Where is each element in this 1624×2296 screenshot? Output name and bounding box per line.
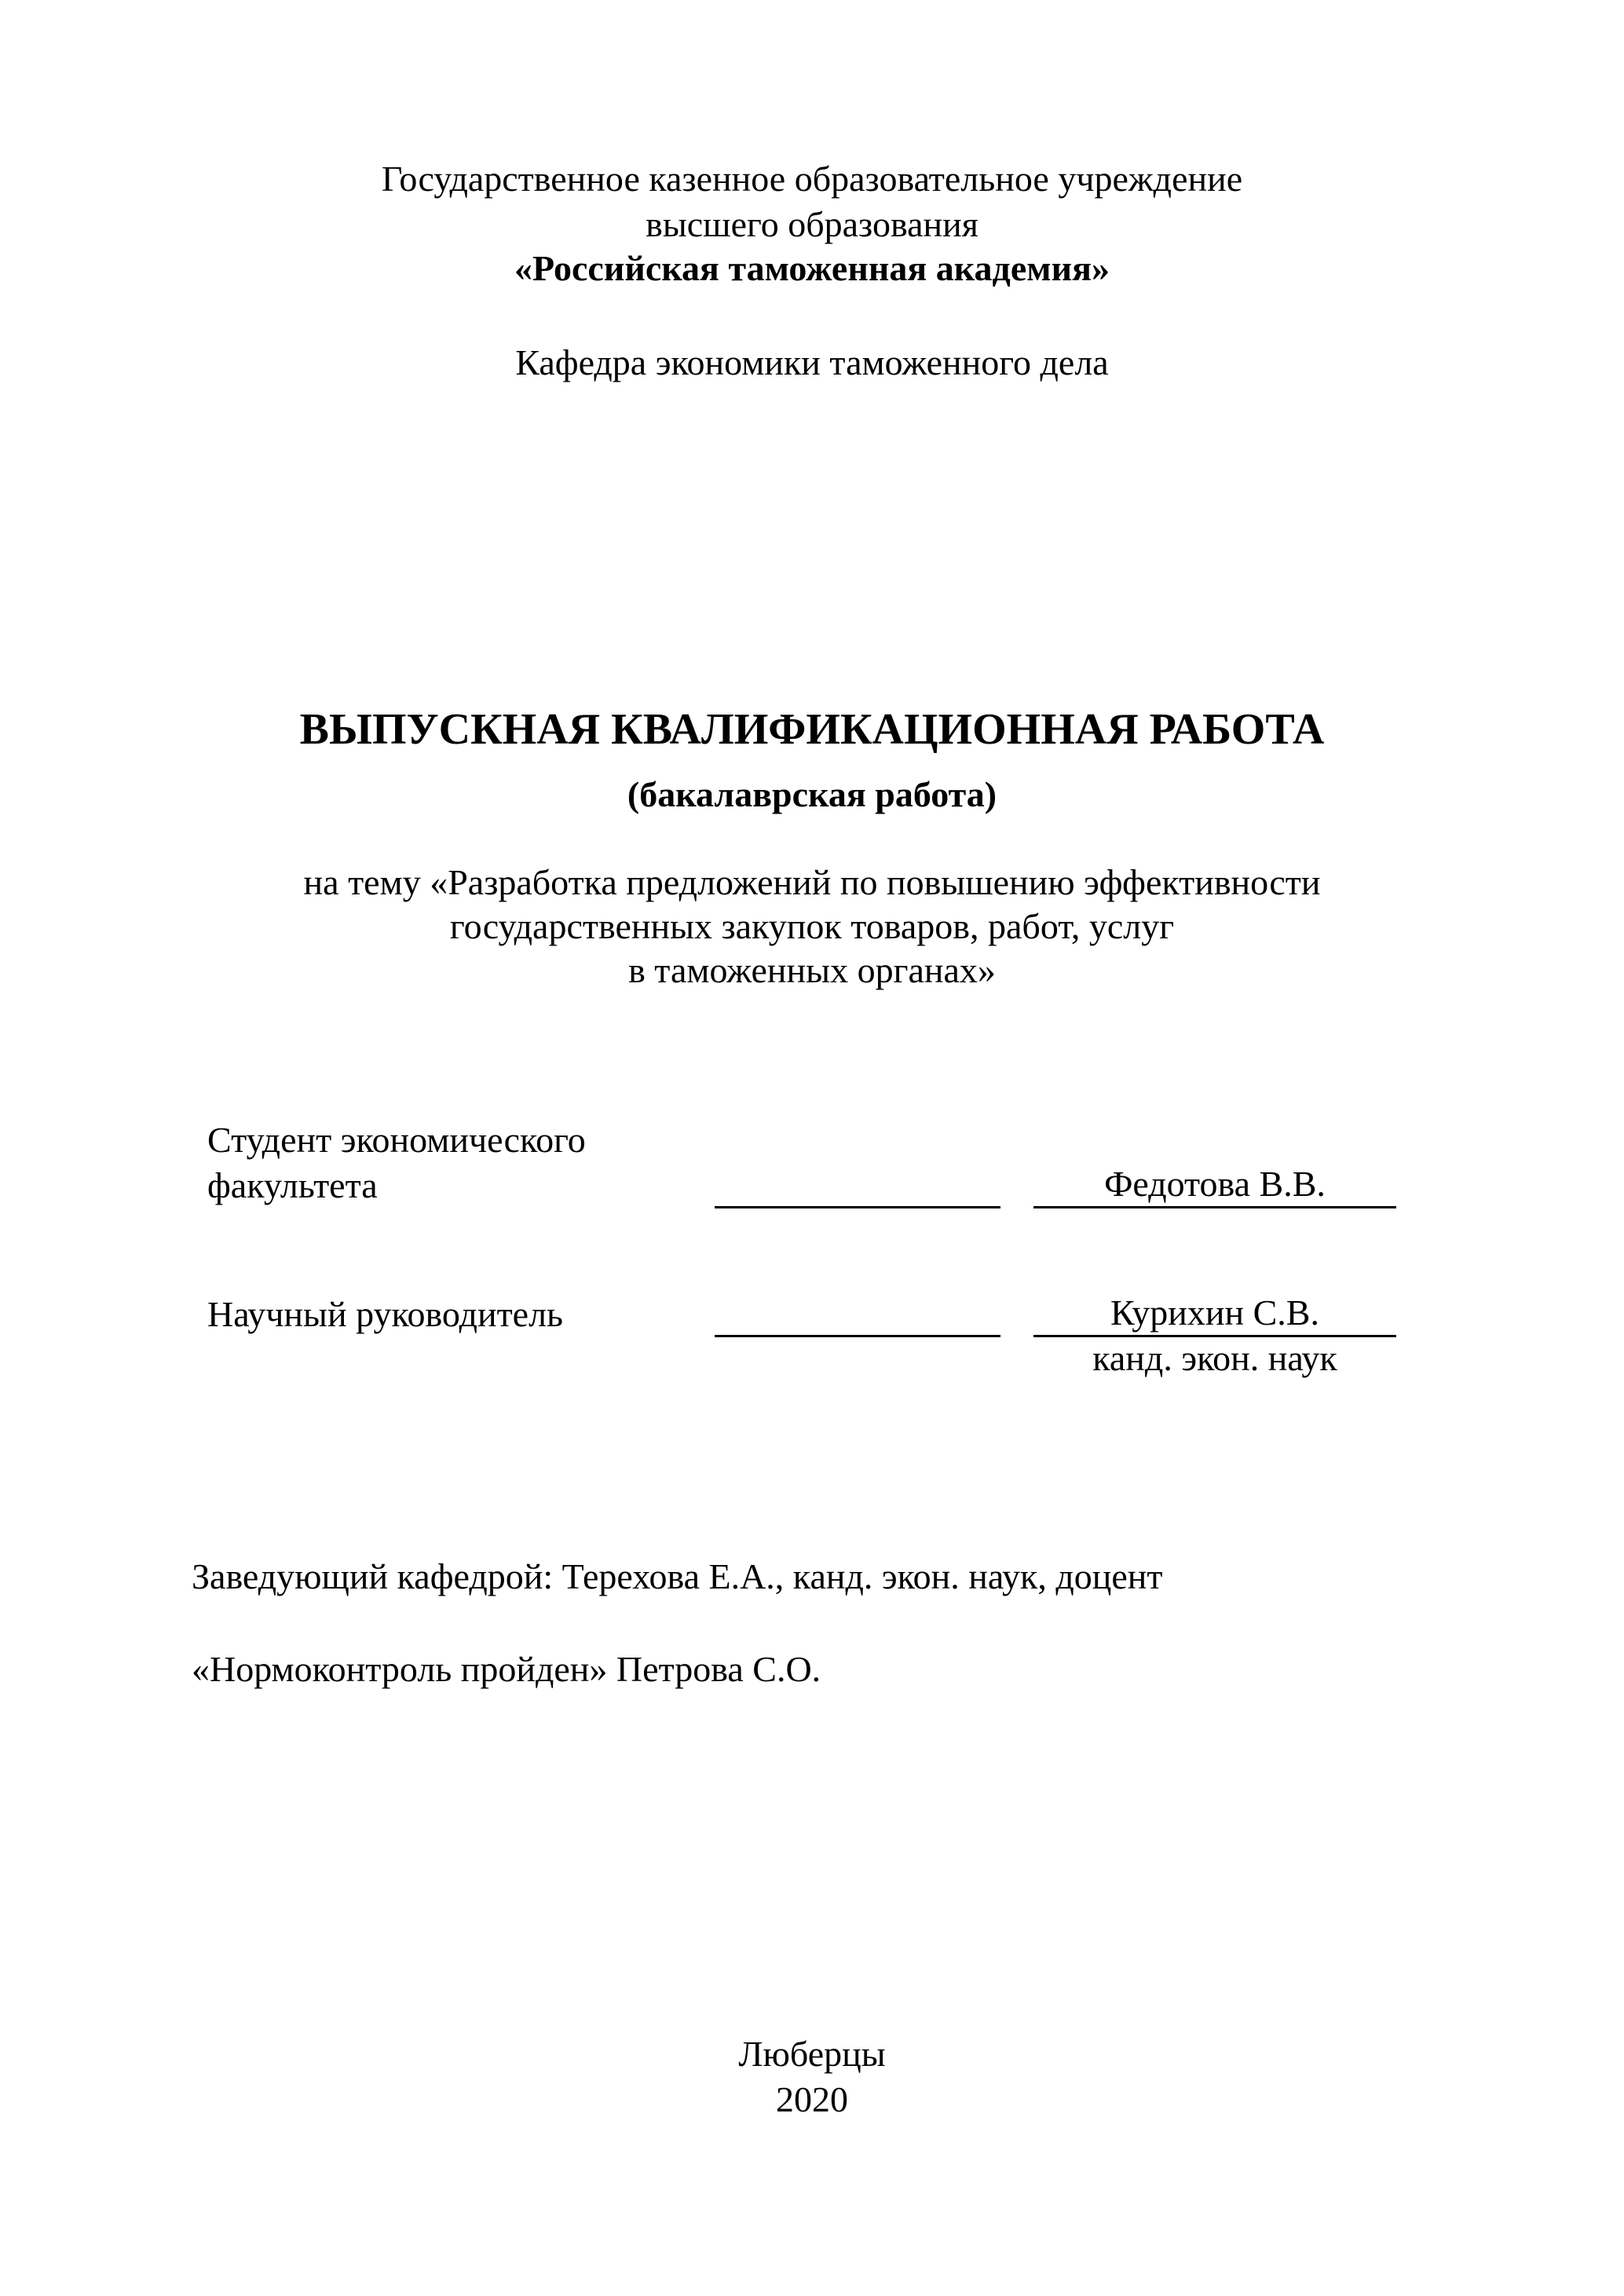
student-name: Федотова В.В.	[1104, 1164, 1326, 1204]
student-signature-line	[715, 1161, 1000, 1208]
advisor-degree: канд. экон. наук	[1092, 1338, 1337, 1378]
advisor-name: Курихин С.В.	[1110, 1292, 1319, 1333]
academy-name: «Российская таможенная академия»	[514, 248, 1110, 288]
department-name: Кафедра экономики таможенного дела	[515, 342, 1109, 382]
student-label-line-1: Студент экономического	[207, 1120, 586, 1160]
topic-line-1: на тему «Разработка предложений по повышению эффективности	[303, 862, 1321, 902]
student-label-line-2: факультета	[207, 1165, 378, 1205]
year: 2020	[776, 2079, 848, 2119]
institution-line-1: Государственное казенное образовательное учреждение	[381, 159, 1243, 199]
head-of-department: Заведующий кафедрой: Терехова Е.А., канд. экон. наук, доцент	[192, 1556, 1163, 1596]
topic-line-3: в таможенных органах»	[628, 950, 996, 990]
city: Люберцы	[738, 2034, 886, 2074]
institution-line-2: высшего образования	[646, 204, 978, 244]
normcontrol-note: «Нормоконтроль пройден» Петрова С.О.	[192, 1649, 821, 1689]
document-subtitle: (бакалаврская работа)	[627, 774, 997, 814]
topic-line-2: государственных закупок товаров, работ, услуг	[449, 906, 1175, 946]
advisor-label: Научный руководитель	[207, 1294, 564, 1334]
advisor-signature-line	[715, 1289, 1000, 1337]
document-title: ВЫПУСКНАЯ КВАЛИФИКАЦИОННАЯ РАБОТА	[299, 705, 1325, 754]
